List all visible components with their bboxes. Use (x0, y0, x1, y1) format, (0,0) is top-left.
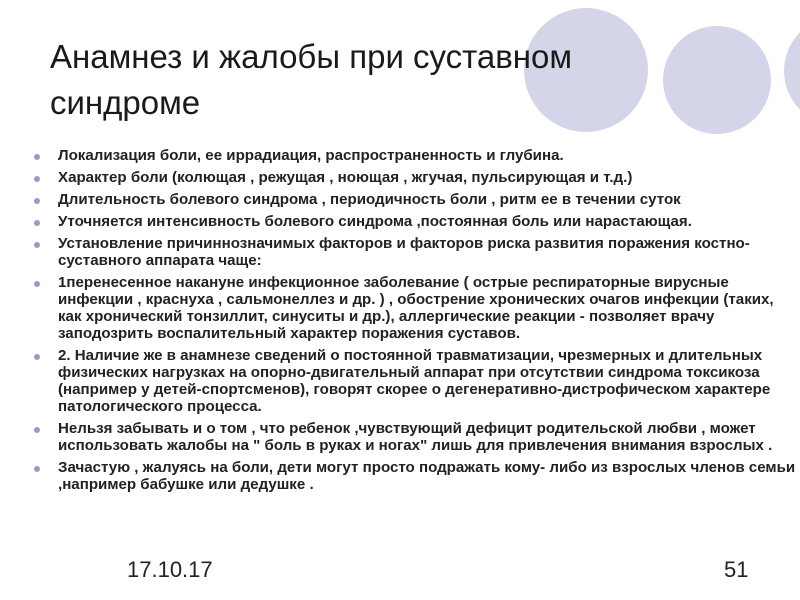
bullet-icon (34, 281, 40, 287)
bullet-icon (34, 198, 40, 204)
bullet-text: Нельзя забывать и о том , что ребенок ,чувствующий дефицит родительской любви , может использовать жалобы на " боль в руках и ногах" лишь для привлечения внимания взрослых . (58, 420, 773, 454)
bullet-text: Длительность болевого синдрома , периодичность боли , ритм ее в течении суток (58, 191, 681, 208)
decorative-circle-3 (784, 16, 800, 126)
bullet-text: Зачастую , жалуясь на боли, дети могут просто подражать кому- либо из взрослых членов семьи ,например бабушке или дедушке . (58, 459, 796, 493)
bullet-icon (34, 176, 40, 182)
footer-date: 17.10.17 (127, 557, 213, 582)
bullet-item (34, 459, 796, 493)
bullet-icon (34, 466, 40, 472)
bullet-item (34, 169, 796, 186)
bullet-item (34, 274, 796, 342)
bullet-icon (34, 220, 40, 226)
decorative-circle-2 (663, 26, 771, 134)
slide-title: Анамнез и жалобы при суставном синдроме (50, 38, 573, 121)
bullet-text: 1перенесенное накануне инфекционное заболевание ( острые респираторные вирусные инфекции , краснуха , сальмонеллез и др. ) , обострение хронических очагов инфекции (таких, как хронический тонзиллит, синуситы и др.), аллергические реакции - позволяет врачу заподозрить воспалительный характер поражения суставов. (58, 274, 774, 342)
bullet-icon (34, 154, 40, 160)
bullet-item (34, 420, 796, 454)
bullet-text: 2. Наличие же в анамнезе сведений о постоянной травматизации, чрезмерных и длительных физических нагрузках на опорно-двигательный аппарат при отсутствии синдрома токсикоза (например у детей-спортсменов), говорят скорее о дегенеративно-дистрофическом характере патологического процесса. (58, 347, 771, 415)
bullet-icon (34, 427, 40, 433)
bullet-icon (34, 354, 40, 360)
bullet-text: Установление причиннозначимых факторов и факторов риска развития поражения костно-суставного аппарата чаще: (58, 235, 750, 269)
bullet-icon (34, 242, 40, 248)
bullet-text: Характер боли (колющая , режущая , ноющая , жгучая, пульсирующая и т.д.) (58, 169, 633, 186)
page-number: 51 (724, 557, 749, 582)
bullet-text: Уточняется интенсивность болевого синдрома ,постоянная боль или нарастающая. (58, 213, 692, 230)
bullet-text: Локализация боли, ее иррадиация, распространенность и глубина. (58, 147, 564, 164)
bullet-item (34, 191, 796, 208)
bullet-list (34, 147, 796, 498)
bullet-item (34, 147, 796, 164)
bullet-item (34, 213, 796, 230)
bullet-item (34, 235, 796, 269)
bullet-item (34, 347, 796, 415)
